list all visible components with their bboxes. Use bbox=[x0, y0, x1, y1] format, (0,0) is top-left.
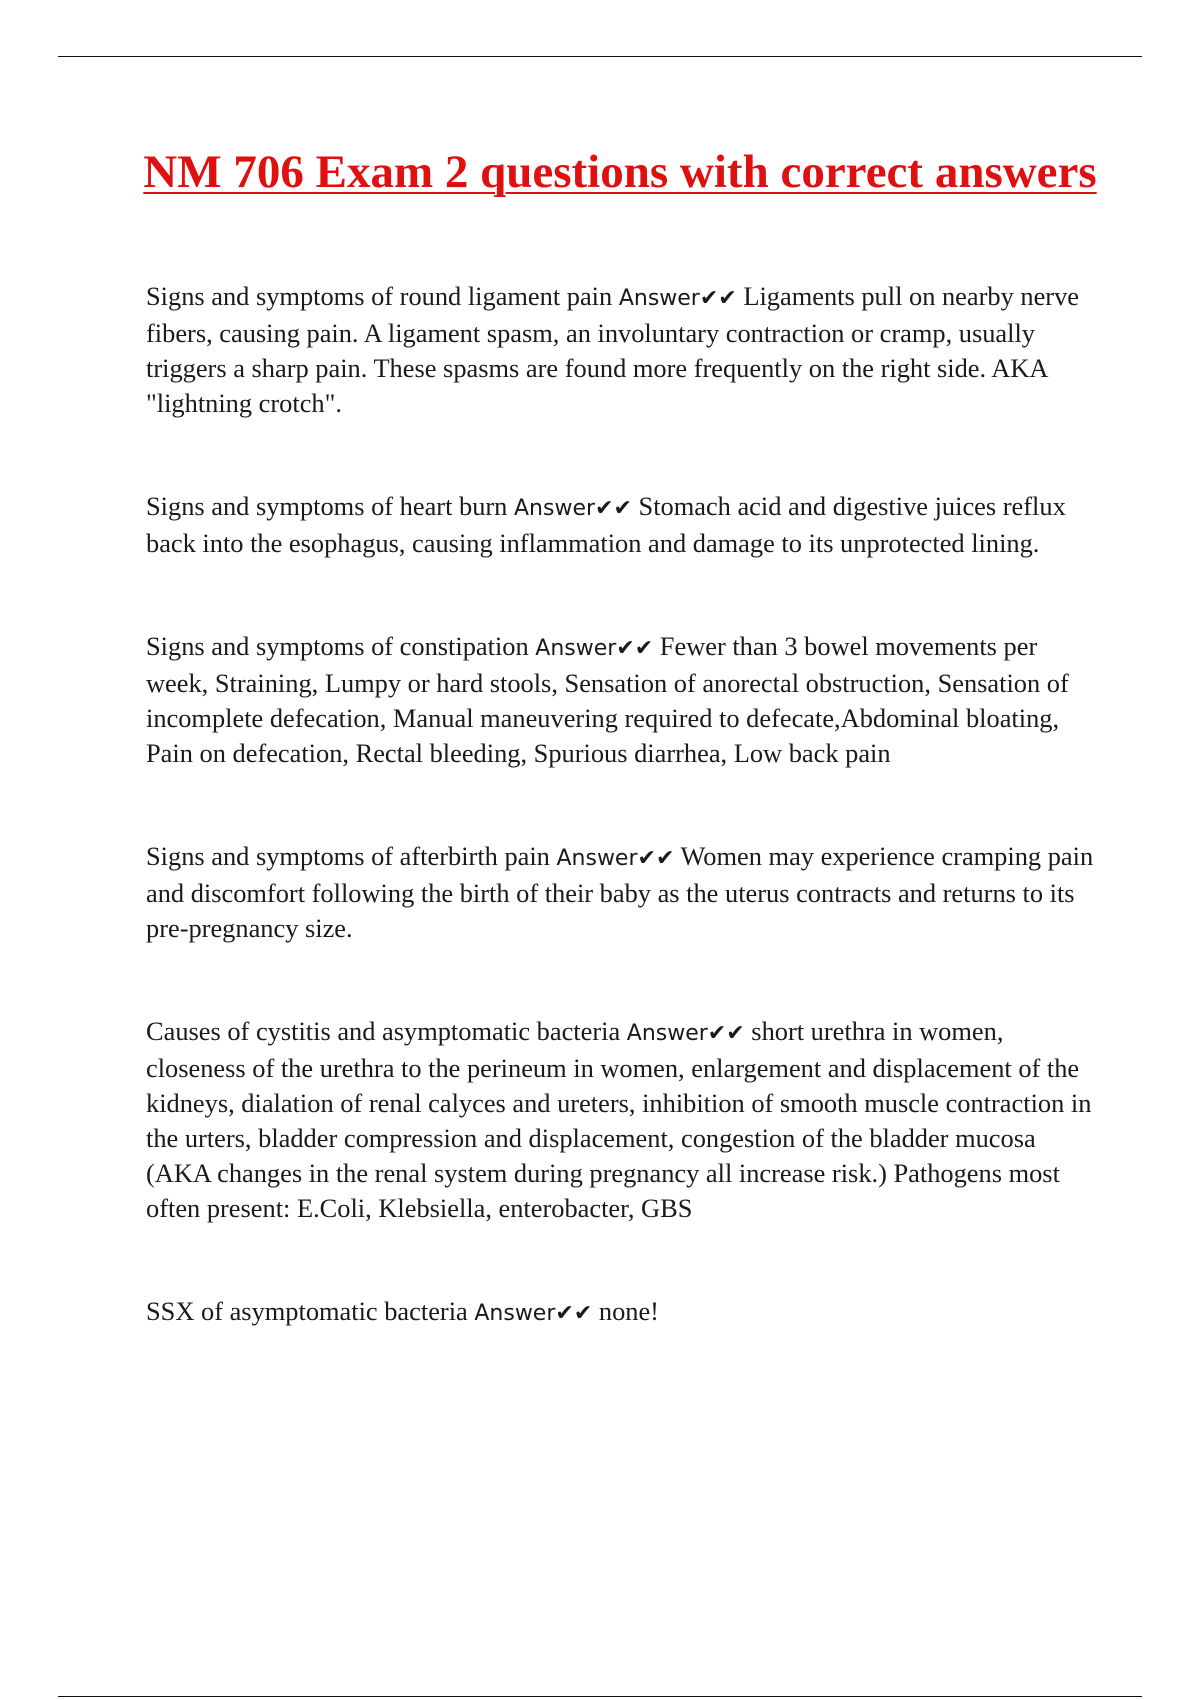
question-text: Signs and symptoms of afterbirth pain bbox=[146, 841, 550, 871]
top-divider bbox=[58, 56, 1142, 57]
answer-text: short urethra in women, closeness of the urethra to the perineum in women, enlargement and displacement of the kidneys, dialation of renal calyces and ureters, inhibition of smooth muscle contraction in the urters, bladder compression and displacement, congestion of the bladder mucosa (AKA changes in the renal system during pregnancy all increase risk.) Pathogens most often present: E.Coli, Klebsiella, enterobacter, GBS bbox=[146, 1016, 1092, 1223]
answer-text: Women may experience cramping pain and discomfort following the birth of their baby as the uterus contracts and returns to its pre-pregnancy size. bbox=[146, 841, 1094, 943]
answer-text: Fewer than 3 bowel movements per week, Straining, Lumpy or hard stools, Sensation of anorectal obstruction, Sensation of incomplete defecation, Manual maneuvering required to defecate,Abdominal bloating, Pain on defecation, Rectal bleeding, Spurious diarrhea, Low back pain bbox=[146, 631, 1069, 768]
qa-item-constipation bbox=[146, 629, 1096, 771]
answer-marker: Answer✔✔ bbox=[514, 496, 632, 521]
question-text: Signs and symptoms of heart burn bbox=[146, 491, 508, 521]
answer-marker: Answer✔✔ bbox=[535, 636, 654, 661]
answer-marker: Answer✔✔ bbox=[474, 1301, 593, 1326]
qa-list bbox=[146, 279, 1096, 1331]
answer-marker: Answer✔✔ bbox=[626, 1021, 745, 1046]
qa-item-asymptomatic-bacteria-ssx bbox=[146, 1294, 1096, 1331]
answer-text: none! bbox=[598, 1296, 659, 1326]
answer-marker: Answer✔✔ bbox=[556, 846, 675, 871]
question-text: Signs and symptoms of round ligament pain bbox=[146, 281, 613, 311]
qa-item-round-ligament-pain bbox=[146, 279, 1096, 421]
answer-text: Ligaments pull on nearby nerve fibers, causing pain. A ligament spasm, an involuntary contraction or cramp, usually triggers a sharp pain. These spasms are found more frequently on the right side. AKA "lightning crotch". bbox=[146, 281, 1079, 418]
question-text: Causes of cystitis and asymptomatic bacteria bbox=[146, 1016, 621, 1046]
answer-text: Stomach acid and digestive juices reflux back into the esophagus, causing inflammation and damage to its unprotected lining. bbox=[146, 491, 1066, 558]
question-text: SSX of asymptomatic bacteria bbox=[146, 1296, 468, 1326]
qa-item-heart-burn bbox=[146, 489, 1096, 561]
bottom-divider bbox=[58, 1696, 1142, 1697]
document-title: NM 706 Exam 2 questions with correct answers bbox=[143, 146, 1097, 198]
qa-item-cystitis-causes bbox=[146, 1014, 1096, 1226]
answer-marker: Answer✔✔ bbox=[618, 286, 737, 311]
question-text: Signs and symptoms of constipation bbox=[146, 631, 529, 661]
qa-item-afterbirth-pain bbox=[146, 839, 1096, 946]
